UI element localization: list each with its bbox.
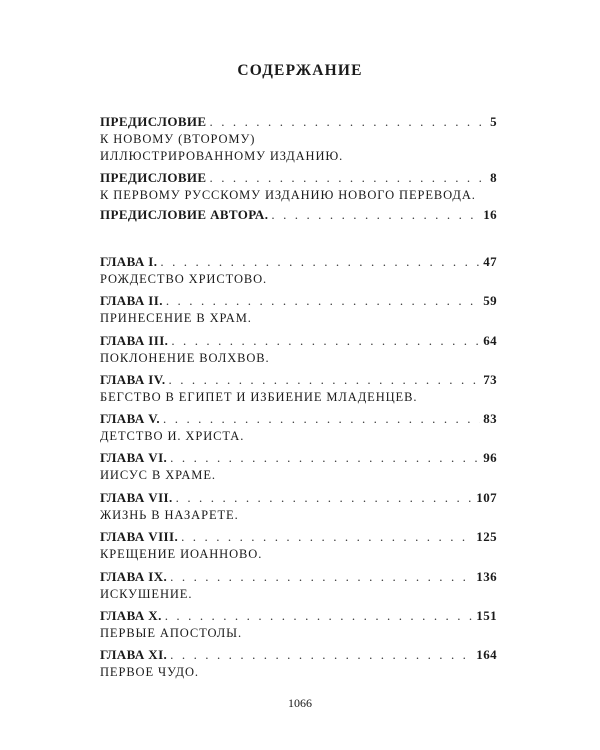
chapter-page-number: 64 <box>483 333 497 348</box>
dot-leader <box>166 292 480 310</box>
toc-entry-chapter-7 <box>100 489 497 524</box>
entry-subtitle: К ПЕРВОМУ РУССКОМУ ИЗДАНИЮ НОВОГО ПЕРЕВОДА. <box>100 188 476 202</box>
chapter-label: ГЛАВА V. <box>100 411 161 426</box>
chapter-title: ЖИЗНЬ В НАЗАРЕТЕ. <box>100 508 239 522</box>
chapter-title: ПЕРВОЕ ЧУДО. <box>100 665 199 679</box>
toc-entry-chapter-10 <box>100 607 497 642</box>
toc-entry-chapter-3 <box>100 332 497 367</box>
page-number: 1066 <box>288 696 312 710</box>
chapter-page-number: 59 <box>483 293 497 308</box>
toc-entry-chapter-2 <box>100 292 497 327</box>
dot-leader <box>210 169 488 187</box>
dot-leader <box>271 206 480 224</box>
entry-page-number: 5 <box>490 114 497 129</box>
toc-entry-preface-first-edition <box>100 169 497 204</box>
chapter-page-number: 83 <box>483 411 497 426</box>
dot-leader <box>171 332 480 350</box>
chapter-page-number: 107 <box>476 490 497 505</box>
dot-leader <box>210 113 488 131</box>
chapter-title: ИСКУШЕНИЕ. <box>100 587 193 601</box>
chapter-page-number: 47 <box>483 254 497 269</box>
chapter-title: ПЕРВЫЕ АПОСТОЛЫ. <box>100 626 242 640</box>
chapter-label: ГЛАВА VIII. <box>100 529 179 544</box>
chapter-page-number: 73 <box>483 372 497 387</box>
chapter-page-number: 125 <box>476 529 497 544</box>
dot-leader <box>176 489 474 507</box>
chapter-title: ДЕТСТВО И. ХРИСТА. <box>100 429 245 443</box>
entry-subtitle: ИЛЛЮСТРИРОВАННОМУ ИЗДАНИЮ. <box>100 149 344 163</box>
chapter-label: ГЛАВА I. <box>100 254 158 269</box>
toc-entry-chapter-5 <box>100 410 497 445</box>
chapter-page-number: 151 <box>476 608 497 623</box>
chapter-label: ГЛАВА VI. <box>100 450 168 465</box>
toc-entry-chapter-6 <box>100 449 497 484</box>
toc-entry-chapter-4 <box>100 371 497 406</box>
dot-leader <box>181 528 473 546</box>
chapter-page-number: 96 <box>483 450 497 465</box>
chapter-label: ГЛАВА VII. <box>100 490 173 505</box>
chapter-label: ГЛАВА XI. <box>100 647 168 662</box>
entry-page-number: 16 <box>483 207 497 222</box>
dot-leader <box>160 253 480 271</box>
chapter-title: БЕГСТВО В ЕГИПЕТ И ИЗБИЕНИЕ МЛАДЕНЦЕВ. <box>100 390 418 404</box>
chapter-title: ПРИНЕСЕНИЕ В ХРАМ. <box>100 311 252 325</box>
entry-subtitle: К НОВОМУ (ВТОРОМУ) <box>100 132 256 146</box>
chapter-page-number: 164 <box>476 647 497 662</box>
chapter-label: ГЛАВА IX. <box>100 569 168 584</box>
dot-leader <box>165 607 474 625</box>
toc-entry-chapter-11 <box>100 646 497 681</box>
chapter-label: ГЛАВА X. <box>100 608 162 623</box>
chapter-label: ГЛАВА IV. <box>100 372 166 387</box>
chapter-label: ГЛАВА III. <box>100 333 169 348</box>
toc-entry-chapter-8 <box>100 528 497 563</box>
chapter-title: ПОКЛОНЕНИЕ ВОЛХВОВ. <box>100 351 270 365</box>
dot-leader <box>163 410 480 428</box>
dot-leader <box>170 449 480 467</box>
chapter-label: ГЛАВА II. <box>100 293 163 308</box>
entry-page-number: 8 <box>490 170 497 185</box>
entry-label: ПРЕДИСЛОВИЕ АВТОРА. <box>100 207 269 222</box>
dot-leader <box>169 371 481 389</box>
toc-entry-preface-second-edition <box>100 113 497 165</box>
chapter-title: РОЖДЕСТВО ХРИСТОВО. <box>100 272 268 286</box>
page-title: СОДЕРЖАНИЕ <box>237 62 363 79</box>
chapter-title: ИИСУС В ХРАМЕ. <box>100 468 216 482</box>
toc-entry-author-preface <box>100 206 497 224</box>
entry-label: ПРЕДИСЛОВИЕ <box>100 114 207 129</box>
dot-leader <box>170 646 473 664</box>
dot-leader <box>170 568 473 586</box>
entry-label: ПРЕДИСЛОВИЕ <box>100 170 207 185</box>
toc-entry-chapter-9 <box>100 568 497 603</box>
toc-entry-chapter-1 <box>100 253 497 288</box>
chapter-page-number: 136 <box>476 569 497 584</box>
chapter-title: КРЕЩЕНИЕ ИОАННОВО. <box>100 547 263 561</box>
